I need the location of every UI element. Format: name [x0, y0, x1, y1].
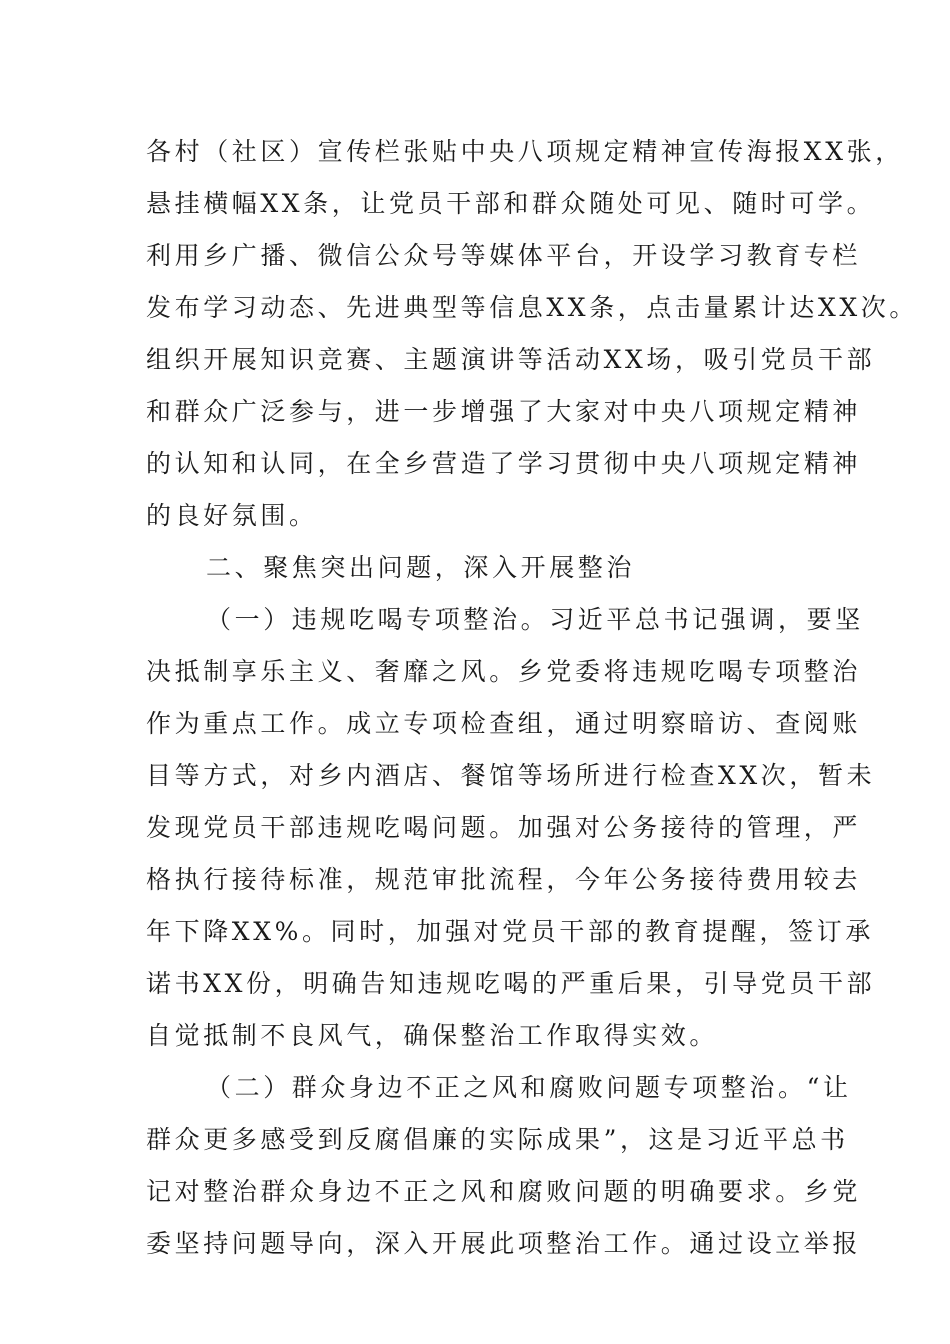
paragraph-2-line: 目等方式，对乡内酒店、餐馆等场所进行检查XX次，暂未	[146, 761, 876, 790]
paragraph-3-line: （二）群众身边不正之风和腐败问题专项整治。“让	[206, 1073, 852, 1102]
paragraph-1-line: 的认知和认同，在全乡营造了学习贯彻中央八项规定精神	[146, 449, 862, 478]
section-heading: 二、聚焦突出问题，深入开展整治	[206, 553, 636, 582]
paragraph-3-line: 记对整治群众身边不正之风和腐败问题的明确要求。乡党	[146, 1177, 862, 1206]
paragraph-1-line: 发布学习动态、先进典型等信息XX条，点击量累计达XX次。	[146, 293, 918, 322]
paragraph-3-line: 委坚持问题导向，深入开展此项整治工作。通过设立举报	[146, 1229, 862, 1258]
paragraph-1-line: 的良好氛围。	[146, 501, 318, 530]
paragraph-2-line: 作为重点工作。成立专项检查组，通过明察暗访、查阅账	[146, 709, 862, 738]
paragraph-2-line: 发现党员干部违规吃喝问题。加强对公务接待的管理，严	[146, 813, 862, 842]
paragraph-1-line: 组织开展知识竞赛、主题演讲等活动XX场，吸引党员干部	[146, 345, 876, 374]
paragraph-1-line: 悬挂横幅XX条，让党员干部和群众随处可见、随时可学。	[146, 189, 876, 218]
paragraph-3-line: 群众更多感受到反腐倡廉的实际成果”，这是习近平总书	[146, 1125, 849, 1154]
paragraph-2-line: 诺书XX份，明确告知违规吃喝的严重后果，引导党员干部	[146, 969, 876, 998]
paragraph-2-line: （一）违规吃喝专项整治。习近平总书记强调，要坚	[206, 605, 864, 634]
paragraph-2-line: 决抵制享乐主义、奢靡之风。乡党委将违规吃喝专项整治	[146, 657, 862, 686]
paragraph-2-line: 自觉抵制不良风气，确保整治工作取得实效。	[146, 1021, 719, 1050]
paragraph-1-line: 和群众广泛参与，进一步增强了大家对中央八项规定精神	[146, 397, 862, 426]
paragraph-2-line: 格执行接待标准，规范审批流程，今年公务接待费用较去	[146, 865, 862, 894]
paragraph-2-line: 年下降XX%。同时，加强对党员干部的教育提醒，签订承	[146, 917, 874, 946]
paragraph-1-line: 各村（社区）宣传栏张贴中央八项规定精神宣传海报XX张，	[146, 137, 904, 166]
paragraph-1-line: 利用乡广播、微信公众号等媒体平台，开设学习教育专栏	[146, 241, 862, 270]
